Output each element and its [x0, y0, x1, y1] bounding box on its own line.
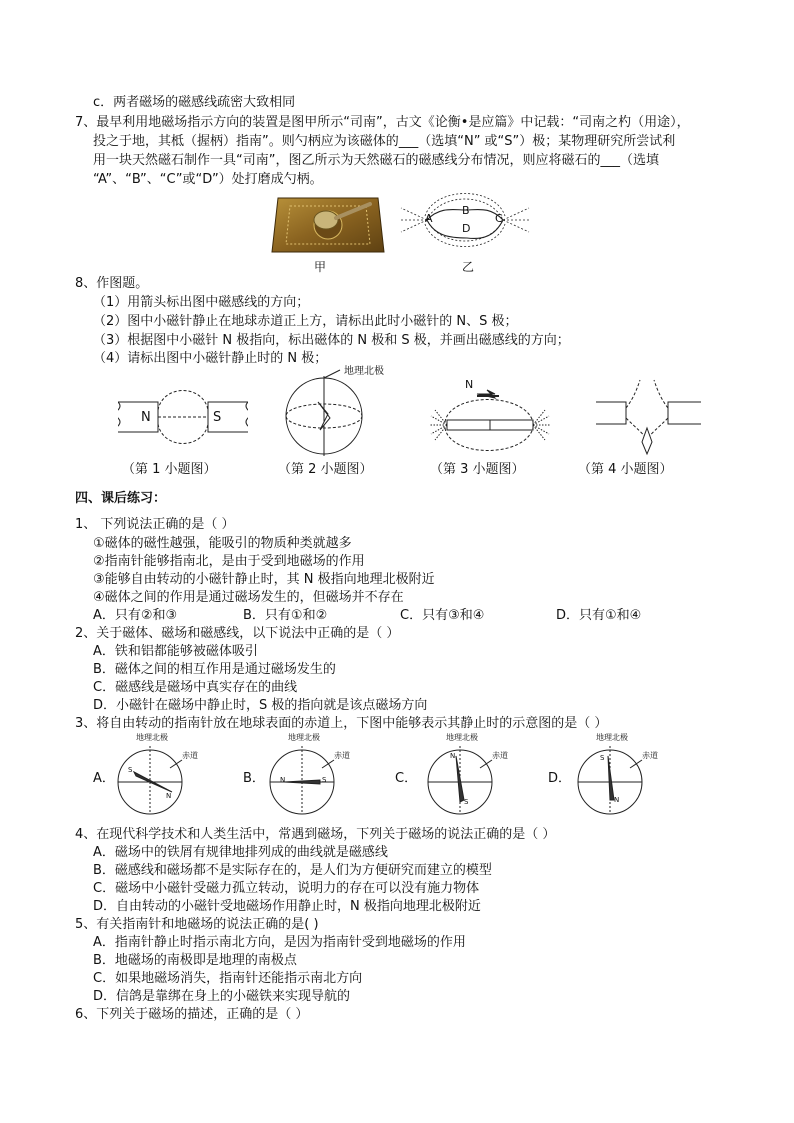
q7-line-2: 投之于地，其柢（握柄）指南”。则勺柄应为该磁体的___（选填“N” 或“S”）极；某物理研究所尝试利: [93, 134, 676, 149]
q8-item-2: （2）图中小磁针静止在地球赤道正上方，请标出此时小磁针的 N、S 极；: [93, 314, 518, 329]
q8-figure-3: [425, 378, 555, 462]
globe-b-north-label: 地理北极: [288, 733, 320, 742]
s4-q1-statement-3: ③能够自由转动的小磁针静止时，其 N 极指向地理北极附近: [93, 572, 435, 587]
s4-q2-option-a: A．铁和铝都能够被磁体吸引: [93, 644, 258, 659]
previous-option-c: c．两者磁场的磁感线疏密大致相同: [93, 95, 296, 110]
s4-q5-option-d: D．信鸽是靠绑在身上的小磁铁来实现导航的: [93, 989, 351, 1004]
globe-d-equator-label: 赤道: [642, 751, 658, 760]
globe-c-s-label: S: [464, 798, 469, 806]
sinan-figure: [270, 192, 386, 262]
globe-d-n-label: N: [614, 796, 620, 804]
s4-q4-option-a: A．磁场中的铁屑有规律地排列成的曲线就是磁感线: [93, 845, 388, 860]
q8-caption-2: （第 2 小题图）: [278, 462, 373, 477]
globe-c-equator-label: 赤道: [492, 751, 508, 760]
s4-q2-option-b: B．磁体之间的相互作用是通过磁场发生的: [93, 662, 336, 677]
s4-q1-option-c: C．只有③和④: [400, 608, 485, 623]
globe-b-n-label: N: [280, 776, 286, 784]
point-a-label: A: [425, 212, 433, 225]
globe-b-s-label: S: [322, 776, 327, 784]
s4-q3-letter-c: C．: [395, 771, 418, 786]
q8-figure-2: [282, 366, 384, 462]
s4-q3-globe-c: [420, 733, 510, 822]
q8-item-3: （3）根据图中小磁针 N 极指向，标出磁体的 N 极和 S 极，并画出磁感线的方向；: [93, 333, 570, 348]
s4-q2-option-c: C．磁感线是磁场中真实存在的曲线: [93, 680, 298, 695]
fig1-s-label: S: [213, 410, 222, 425]
s4-q4-option-b: B．磁感线和磁场都不是实际存在的，是人们为方便研究而建立的模型: [93, 863, 492, 878]
fig1-n-label: N: [141, 410, 151, 425]
globe-d-s-label: S: [600, 754, 605, 762]
q8-caption-4: （第 4 小题图）: [578, 462, 673, 477]
s4-q1-stem: 1、 下列说法正确的是（ ）: [75, 517, 235, 532]
globe-b-equator-label: 赤道: [334, 751, 350, 760]
s4-q1-statement-1: ①磁体的磁性越强，能吸引的物质种类就越多: [93, 536, 352, 551]
q8-figure-4: [596, 378, 701, 462]
s4-q6-stem: 6、下列关于磁场的描述，正确的是（ ）: [75, 1007, 309, 1022]
globe-c-north-label: 地理北极: [446, 733, 478, 742]
s4-q3-letter-a: A．: [93, 771, 115, 786]
s4-q3-letter-d: D．: [548, 771, 572, 786]
q8-item-1: （1）用箭头标出图中磁感线的方向；: [93, 295, 310, 310]
globe-a-north-label: 地理北极: [136, 733, 168, 742]
globe-d-north-label: 地理北极: [596, 733, 628, 742]
s4-q4-stem: 4、在现代科学技术和人类生活中，常遇到磁场，下列关于磁场的说法正确的是（ ）: [75, 827, 556, 842]
s4-q2-stem: 2、关于磁体、磁场和磁感线，以下说法中正确的是（ ）: [75, 626, 400, 641]
fig2-north-pole-label: 地理北极: [344, 366, 384, 377]
s4-q3-stem: 3、将自由转动的指南针放在地球表面的赤道上，下图中能够表示其静止时的示意图的是（ ）: [75, 716, 608, 731]
s4-q1-option-b: B．只有①和②: [243, 608, 328, 623]
globe-c-n-label: N: [450, 752, 456, 760]
globe-a-s-label: S: [128, 766, 133, 774]
s4-q3-globe-d: [570, 733, 660, 822]
fig3-n-label: N: [465, 378, 474, 391]
point-d-label: D: [462, 222, 471, 235]
q8-item-4: （4）请标出图中小磁针静止时的 N 极；: [93, 351, 328, 366]
s4-q3-globe-b: [262, 733, 352, 822]
s4-q5-option-c: C．如果地磁场消失，指南针还能指示南北方向: [93, 971, 363, 986]
s4-q1-option-d: D．只有①和④: [556, 608, 642, 623]
s4-q3-letter-b: B．: [243, 771, 265, 786]
q8-title: 8、作图题。: [75, 276, 149, 291]
q8-caption-1: （第 1 小题图）: [122, 462, 217, 477]
s4-q3-globe-a: [110, 733, 200, 822]
q7-line-1: 7、最早利用地磁场指示方向的装置是图甲所示“司南”，古文《论衡•是应篇》中记载：“司南之杓（用途），: [75, 115, 690, 130]
s4-q5-stem: 5、有关指南针和地磁场的说法正确的是( ): [75, 917, 319, 932]
point-c-label: C: [495, 212, 503, 225]
s4-q4-option-c: C．磁场中小磁针受磁力孤立转动，说明力的存在可以没有施力物体: [93, 881, 480, 896]
s4-q2-option-d: D．小磁针在磁场中静止时，S 极的指向就是该点磁场方向: [93, 698, 428, 713]
globe-a-equator-label: 赤道: [182, 751, 198, 760]
s4-q4-option-d: D．自由转动的小磁针受地磁场作用静止时，N 极指向地理北极附近: [93, 899, 481, 914]
figure-yi-label: 乙: [462, 260, 475, 274]
figure-jia-label: 甲: [314, 260, 327, 274]
section-4-title: 四、课后练习：: [75, 491, 167, 506]
s4-q1-option-a: A．只有②和③: [93, 608, 178, 623]
q7-line-3: 用一块天然磁石制作一具“司南”，图乙所示为天然磁石的磁感线分布情况，则应将磁石的___（选填: [93, 153, 659, 168]
s4-q5-option-a: A．指南针静止时指示南北方向，是因为指南针受到地磁场的作用: [93, 935, 466, 950]
globe-a-n-label: N: [166, 792, 172, 800]
point-b-label: B: [462, 204, 470, 217]
q8-figure-1: [118, 380, 248, 459]
s4-q5-option-b: B．地磁场的南极即是地理的南极点: [93, 953, 297, 968]
q7-line-4: “A”、“B”、“C”或“D”）处打磨成勺柄。: [93, 172, 323, 187]
q8-caption-3: （第 3 小题图）: [430, 462, 525, 477]
s4-q1-statement-2: ②指南针能够指南北，是由于受到地磁场的作用: [93, 554, 365, 569]
s4-q1-statement-4: ④磁体之间的作用是通过磁场发生的，但磁场并不存在: [93, 590, 404, 605]
